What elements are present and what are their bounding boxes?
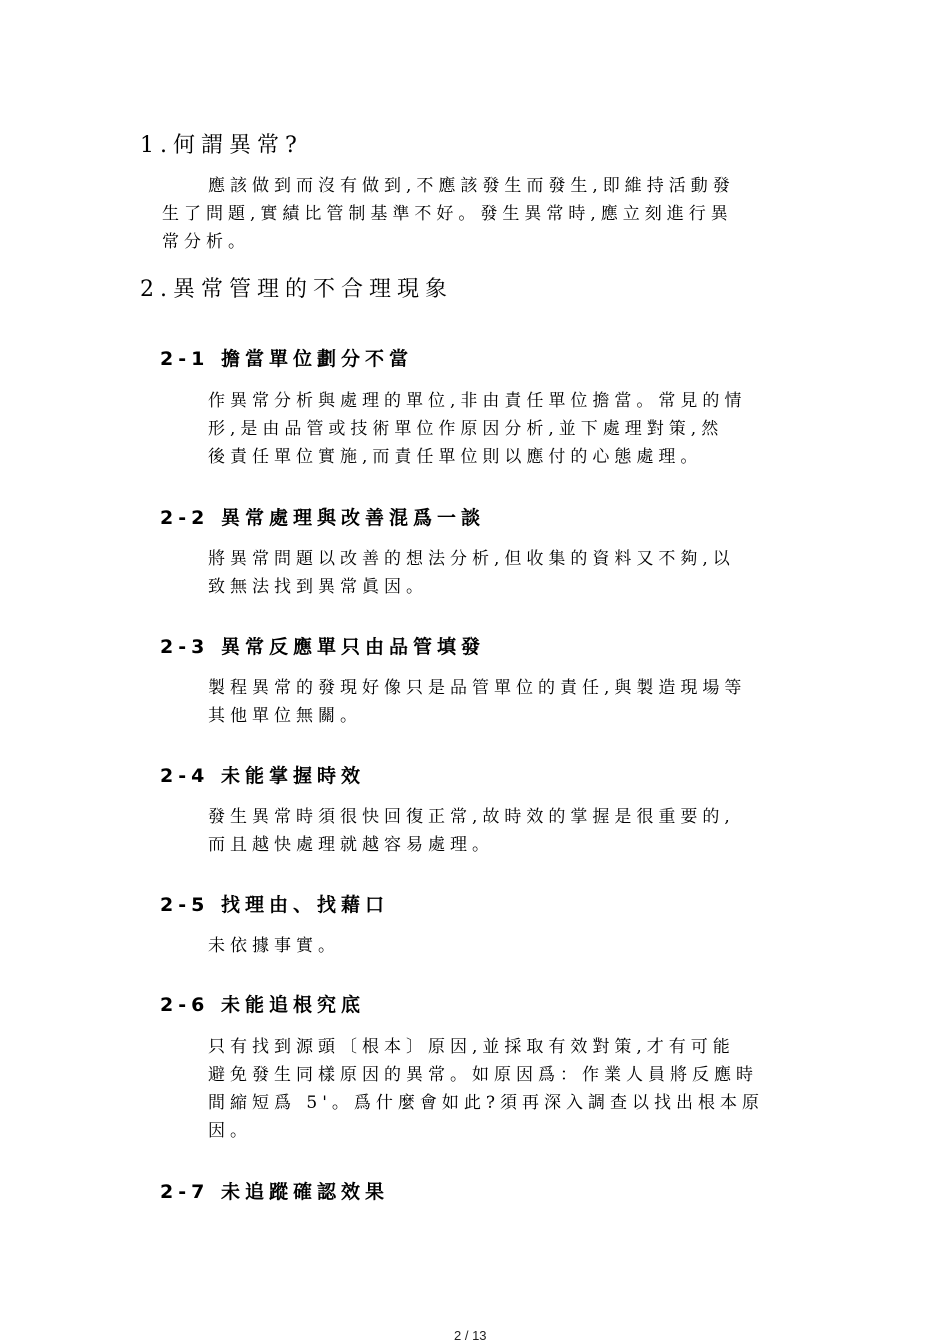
section-body-line: 應該做到而沒有做到,不應該發生而發生,即維持活動發 (208, 176, 735, 196)
subsection-heading: 2-5 找理由、找藉口 (160, 894, 389, 916)
subsection-body-line: 作異常分析與處理的單位,非由責任單位擔當。常見的情 (208, 391, 747, 411)
subsection-body-line: 只有找到源頭〔根本〕原因,並採取有效對策,才有可能 (208, 1037, 735, 1057)
subsection-body-line: 後責任單位實施,而責任單位則以應付的心態處理。 (208, 447, 703, 467)
subsection-body-line: 將異常問題以改善的想法分析,但收集的資料又不夠,以 (208, 549, 735, 569)
section-heading: 1.何謂異常? (140, 133, 303, 158)
subsection-heading: 2-6 未能追根究底 (160, 994, 365, 1016)
subsection-heading: 2-3 異常反應單只由品管填發 (160, 636, 485, 658)
section-body-line: 生了問題,實績比管制基準不好。發生異常時,應立刻進行異 (162, 204, 733, 224)
section-body-line: 常分析。 (162, 232, 250, 252)
subsection-heading: 2-4 未能掌握時效 (160, 765, 365, 787)
page-number: 2 / 13 (454, 1328, 487, 1343)
subsection-heading: 2-2 異常處理與改善混爲一談 (160, 507, 485, 529)
subsection-body-line: 而且越快處理就越容易處理。 (208, 835, 494, 855)
subsection-heading: 2-7 未追蹤確認效果 (160, 1181, 389, 1203)
subsection-body-line: 製程異常的發現好像只是品管單位的責任,與製造現場等 (208, 678, 747, 698)
subsection-body-line: 其他單位無關。 (208, 706, 362, 726)
subsection-body-line: 形,是由品管或技術單位作原因分析,並下處理對策,然 (208, 419, 724, 439)
subsection-body-line: 發生異常時須很快回復正常,故時效的掌握是很重要的, (208, 807, 735, 827)
subsection-body-line: 避免發生同樣原因的異常。如原因爲：作業人員將反應時 (208, 1065, 758, 1085)
subsection-body-line: 致無法找到異常眞因。 (208, 577, 428, 597)
subsection-body-line: 因。 (208, 1121, 252, 1141)
subsection-heading: 2-1 擔當單位劃分不當 (160, 348, 413, 370)
section-heading: 2.異常管理的不合理現象 (140, 277, 453, 302)
subsection-body-line: 間縮短爲 5'。爲什麼會如此?須再深入調查以找出根本原 (208, 1093, 765, 1113)
subsection-body-line: 未依據事實。 (208, 936, 340, 956)
